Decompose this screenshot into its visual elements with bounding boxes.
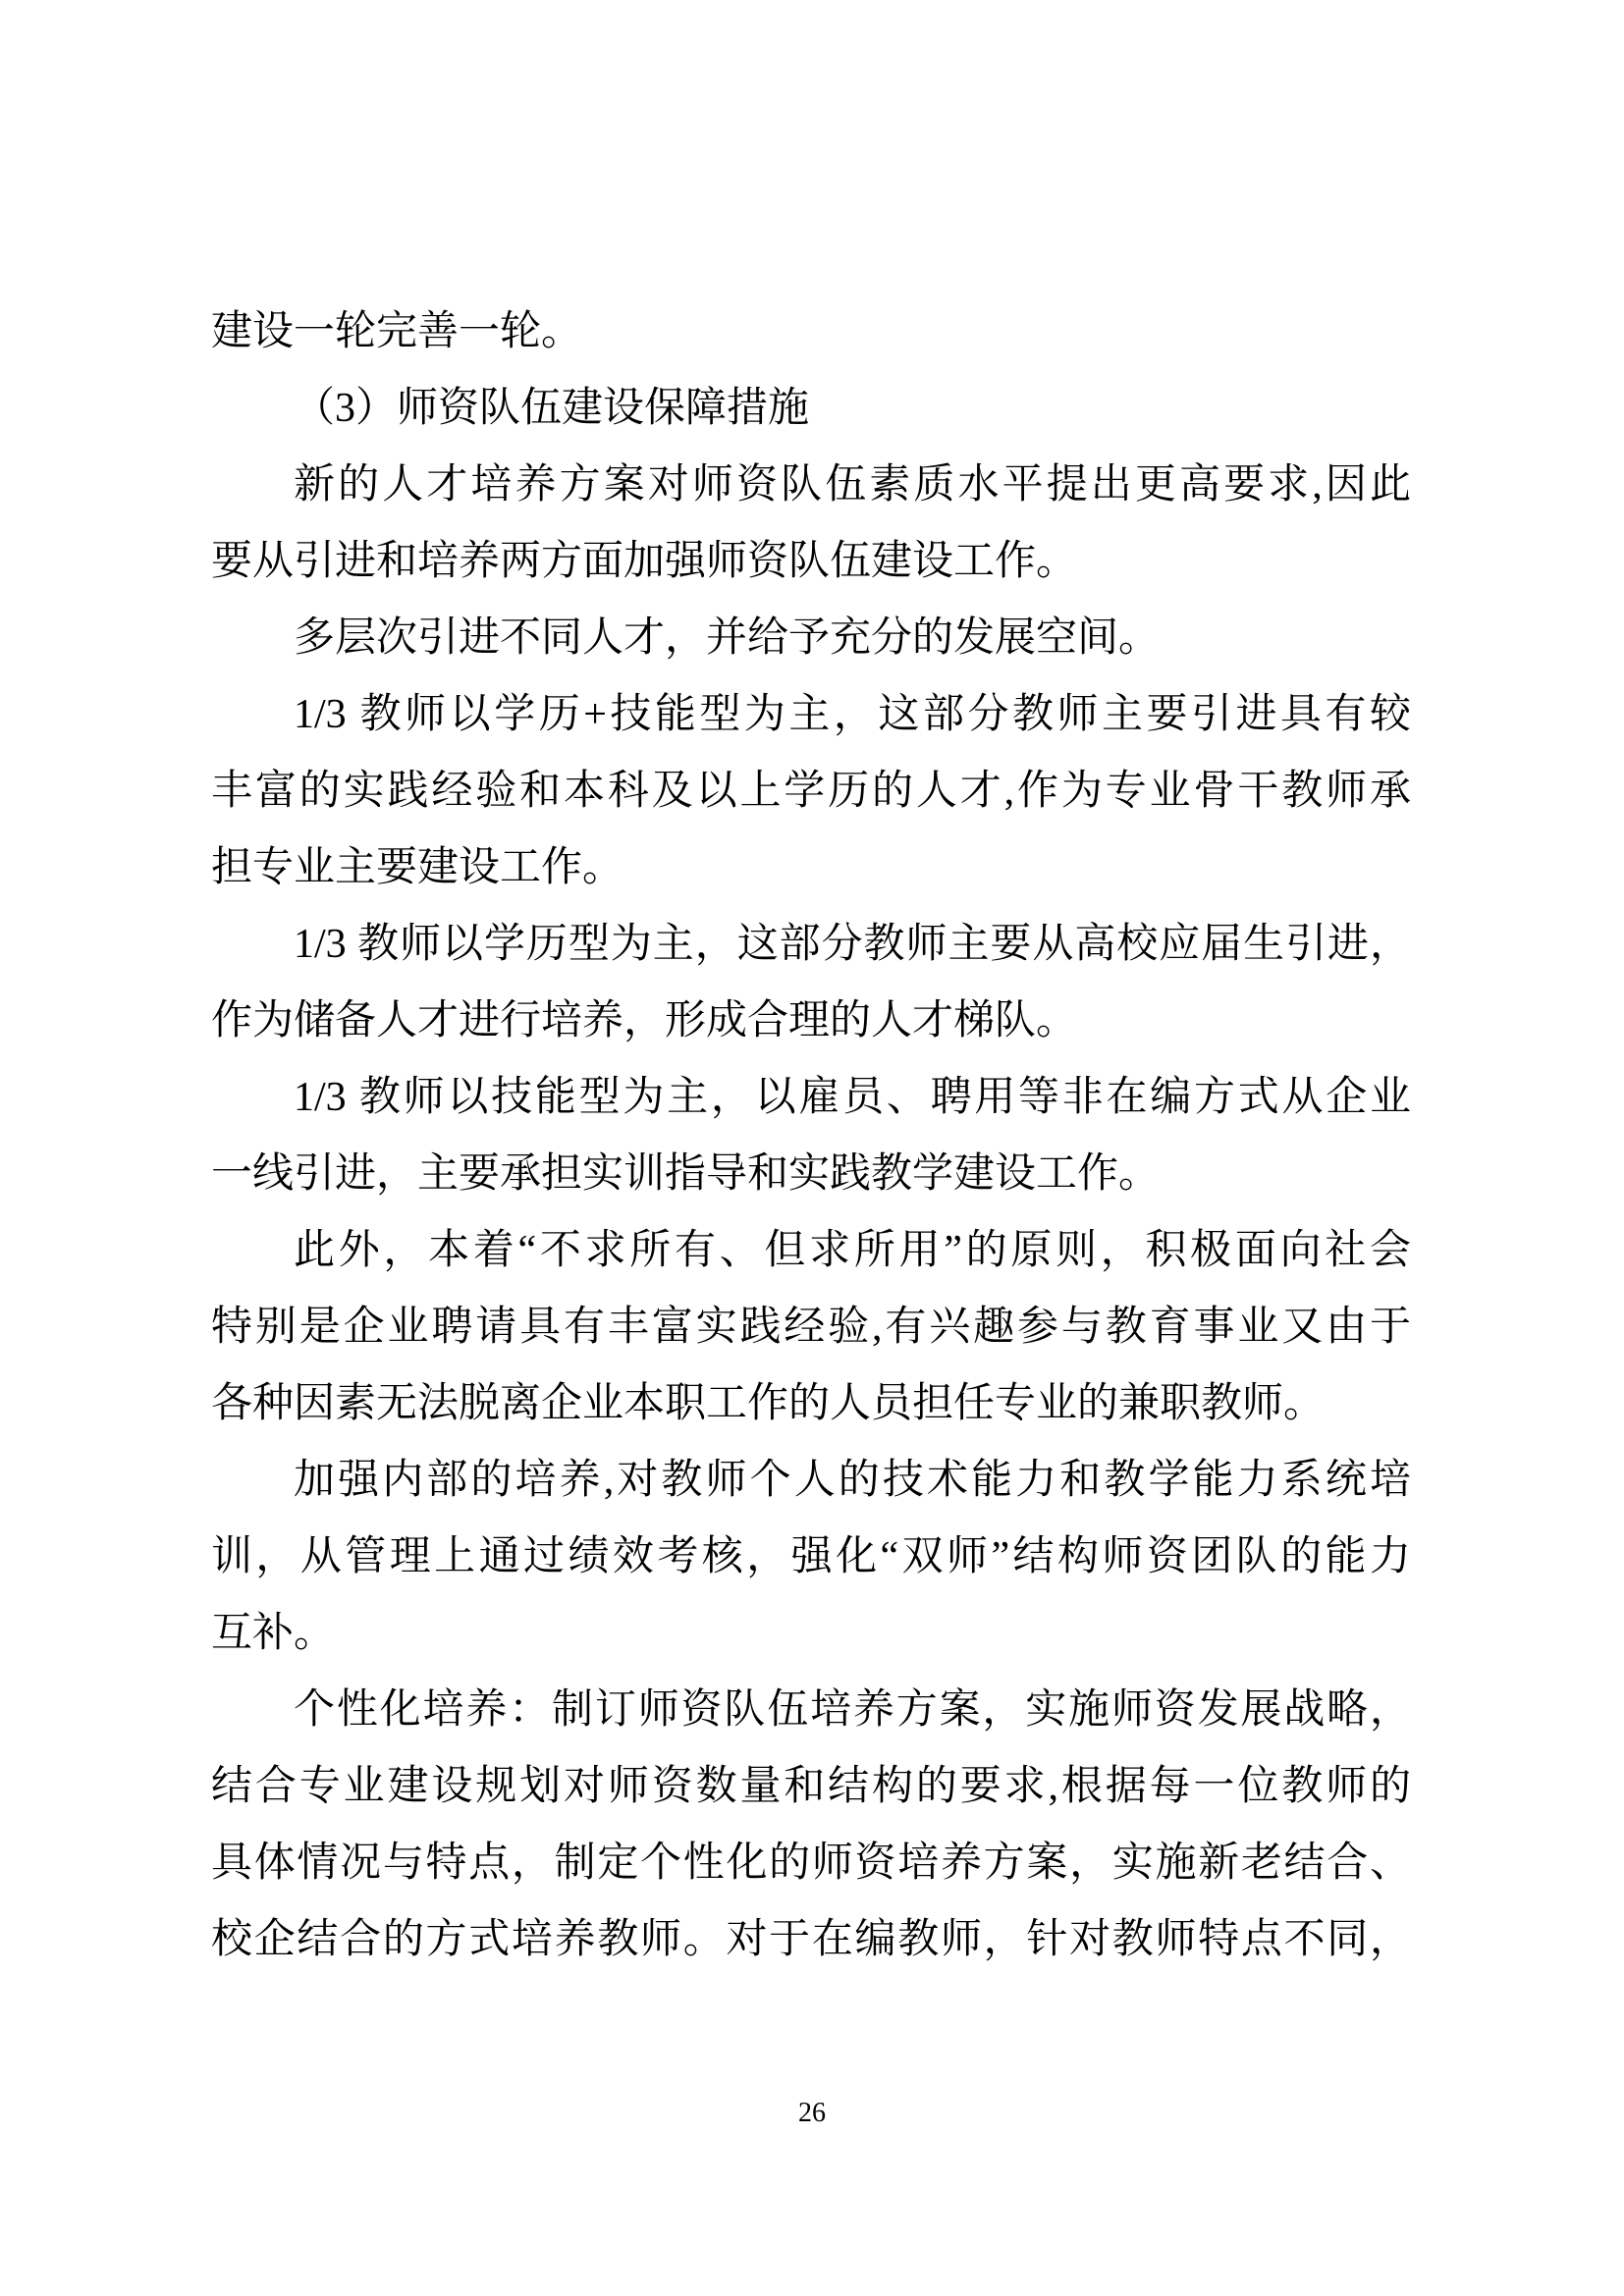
text-line: 互补。 <box>211 1611 336 1656</box>
text-line: （3）师资队伍建设保障措施 <box>294 386 810 431</box>
text-line: 此外，本着“不求所有、但求所用”的原则，积极面向社会 <box>294 1228 1411 1273</box>
text-line: 作为储备人才进行培养，形成合理的人才梯队。 <box>211 998 1078 1043</box>
text-line: 要从引进和培养两方面加强师资队伍建设工作。 <box>211 539 1078 584</box>
text-line: 具体情况与特点，制定个性化的师资培养方案，实施新老结合、 <box>211 1841 1411 1886</box>
text-line: 特别是企业聘请具有丰富实践经验,有兴趣参与教育事业又由于 <box>211 1305 1411 1350</box>
page-number: 26 <box>798 2098 826 2128</box>
text-line: 担专业主要建设工作。 <box>211 845 624 890</box>
text-line: 1/3 教师以学历+技能型为主，这部分教师主要引进具有较 <box>294 692 1411 737</box>
body-text <box>211 294 1411 1978</box>
text-line: 新的人才培养方案对师资队伍素质水平提出更高要求,因此 <box>294 462 1411 507</box>
text-line: 丰富的实践经验和本科及以上学历的人才,作为专业骨干教师承 <box>211 769 1411 814</box>
text-line: 各种因素无法脱离企业本职工作的人员担任专业的兼职教师。 <box>211 1381 1326 1426</box>
text-line: 加强内部的培养,对教师个人的技术能力和教学能力系统培 <box>294 1458 1411 1503</box>
text-line: 多层次引进不同人才，并给予充分的发展空间。 <box>294 615 1161 661</box>
text-line: 结合专业建设规划对师资数量和结构的要求,根据每一位教师的 <box>211 1764 1411 1809</box>
text-line: 个性化培养：制订师资队伍培养方案，实施师资发展战略， <box>294 1687 1411 1733</box>
text-line: 校企结合的方式培养教师。对于在编教师，针对教师特点不同， <box>211 1917 1411 1962</box>
text-line: 训，从管理上通过绩效考核，强化“双师”结构师资团队的能力 <box>211 1534 1411 1579</box>
text-line: 1/3 教师以技能型为主，以雇员、聘用等非在编方式从企业 <box>294 1075 1411 1120</box>
text-line: 1/3 教师以学历型为主，这部分教师主要从高校应届生引进， <box>294 922 1411 967</box>
text-line: 建设一轮完善一轮。 <box>211 309 583 354</box>
text-line: 一线引进，主要承担实训指导和实践教学建设工作。 <box>211 1151 1161 1197</box>
